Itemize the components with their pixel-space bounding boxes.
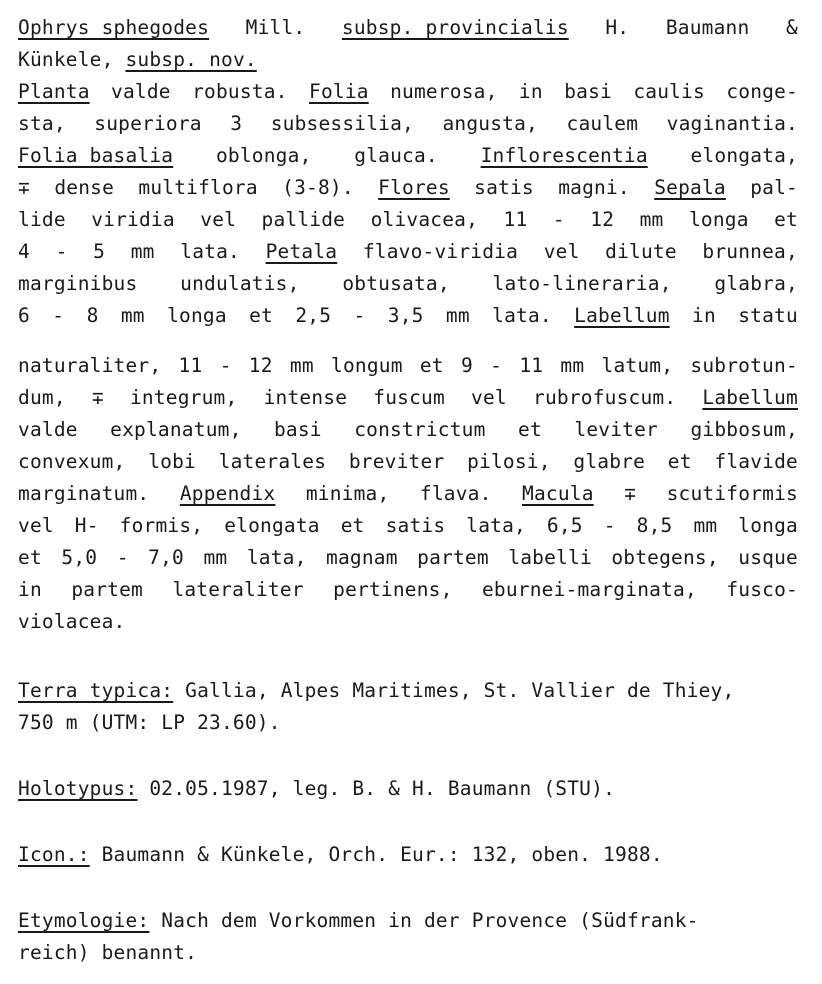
word: obtegens, (611, 546, 719, 569)
word: - (55, 240, 68, 263)
word: caulis (633, 80, 705, 103)
word: convexum, (18, 450, 126, 473)
word: - (603, 514, 616, 537)
term-macula: Macula (522, 482, 594, 505)
word: in (18, 578, 42, 601)
word: magnam (326, 546, 398, 569)
term-labellum: Labellum (574, 304, 670, 327)
diagnosis-line-3 (18, 76, 798, 108)
word: lateraliter (172, 578, 304, 601)
term-sepala: Sepala (654, 176, 726, 199)
icon-reference-text: Baumann & Künkele, Orch. Eur.: 132, oben. 1988. (89, 843, 663, 866)
word: scutiformis (666, 482, 798, 505)
icon-reference-line (18, 839, 798, 871)
word: H. (605, 16, 630, 39)
terra-typica-altitude: 750 m (UTM: LP 23.60). (18, 711, 281, 734)
word: vel (543, 240, 580, 263)
word: elongata, (690, 144, 798, 167)
word: pilosi, (467, 450, 551, 473)
species-author: Mill. (245, 16, 306, 39)
diagnosis-line-14 (18, 446, 798, 478)
etymologie-label: Etymologie: (18, 909, 150, 932)
word: 7,0 (148, 546, 184, 569)
word: leviter (574, 418, 658, 441)
diagnosis-line-2 (18, 44, 798, 76)
word: 6 (18, 304, 30, 327)
etymologie-text: Nach dem Vorkommen in der Provence (Südfrank- (149, 909, 699, 932)
terra-typica-line (18, 675, 798, 707)
diagnosis-line-8 (18, 236, 798, 268)
diagnosis-line-13 (18, 414, 798, 446)
word: vel (471, 386, 507, 409)
word: latum, (601, 354, 674, 377)
word: flava. (419, 482, 492, 505)
diagnosis-line-4 (18, 108, 798, 140)
word: partem (417, 546, 489, 569)
word: mm (203, 546, 228, 569)
term-folia-basalia: Folia basalia (18, 144, 174, 167)
word: vel (18, 514, 54, 537)
word: lobi (148, 450, 196, 473)
diagnosis-line-6 (18, 172, 798, 204)
word: & (786, 16, 798, 39)
word: integrum, (129, 386, 238, 409)
word: mm (693, 514, 718, 537)
word: 2,5 (295, 304, 332, 327)
word: fusco- (726, 578, 798, 601)
word: undulatis, (180, 272, 300, 295)
word: 8 (86, 304, 99, 327)
word: mm (445, 304, 470, 327)
term-planta: Planta (18, 80, 90, 103)
word: vel (200, 208, 237, 231)
diagnosis-line-19 (18, 606, 798, 638)
word: lata. (180, 240, 240, 263)
term-folia: Folia (309, 80, 369, 103)
word: 3,5 (387, 304, 424, 327)
word: 12 (248, 354, 273, 377)
term-flores: Flores (378, 176, 450, 199)
word: magni. (558, 176, 630, 199)
word: robusta. (192, 80, 288, 103)
word: valde (111, 80, 171, 103)
word: - (116, 546, 129, 569)
word: dense (54, 176, 115, 199)
word: multiflora (138, 176, 258, 199)
word: flavide (714, 450, 798, 473)
word: et (419, 354, 444, 377)
word: 5,0 (61, 546, 98, 569)
word: vaginantia. (666, 112, 798, 135)
word: et (518, 418, 542, 441)
word: lata, (246, 546, 307, 569)
word: (3-8). (282, 176, 354, 199)
word: glabre (573, 450, 646, 473)
word: et (340, 514, 365, 537)
word: basi (273, 418, 322, 441)
word: 11 (503, 208, 528, 231)
word: - (52, 304, 65, 327)
word: et (774, 208, 798, 231)
word: pertinens, (333, 578, 453, 601)
diagnosis-line-16 (18, 510, 798, 542)
word: glabra, (714, 272, 798, 295)
diagnosis-line-1 (18, 12, 798, 44)
word: fuscum (373, 386, 445, 409)
word: 11 (178, 354, 203, 377)
word: 9 (460, 354, 473, 377)
word: lata. (492, 304, 552, 327)
diagnosis-line-18 (18, 574, 798, 606)
word: longa (738, 514, 798, 537)
word: sta, (18, 112, 66, 135)
word: satis (474, 176, 534, 199)
terra-typica-line-2 (18, 707, 798, 739)
word: Baumann (665, 16, 750, 39)
word: - (552, 208, 565, 231)
word: marginatum. (18, 482, 150, 505)
word: H- (74, 514, 99, 537)
word: et (18, 546, 42, 569)
word: rubrofuscum. (533, 386, 677, 409)
word: 12 (590, 208, 615, 231)
word: in (518, 80, 543, 103)
word: dum, (18, 386, 66, 409)
terra-typica-text: Gallia, Alpes Maritimes, St. Vallier de Thiey, (173, 679, 735, 702)
term-inflorescentia: Inflorescentia (480, 144, 648, 167)
word: 11 (519, 354, 544, 377)
word: brunnea, (702, 240, 798, 263)
word: caulem (566, 112, 639, 135)
diagnosis-line-10 (18, 300, 798, 332)
word: explanatum, (110, 418, 242, 441)
word: subsessilia, (270, 112, 414, 135)
word: et (667, 450, 692, 473)
word: minima, (305, 482, 390, 505)
word: in (692, 304, 716, 327)
word: olivacea, (370, 208, 479, 231)
word: valde (18, 418, 78, 441)
word: labelli (508, 546, 592, 569)
word: eburnei-marginata, (481, 578, 697, 601)
word: mm (130, 240, 155, 263)
word: formis, (119, 514, 204, 537)
term-appendix: Appendix (179, 482, 276, 505)
word: et (249, 304, 273, 327)
species-name: Ophrys sphegodes (18, 16, 210, 39)
word: statu (738, 304, 798, 327)
word: 8,5 (636, 514, 673, 537)
holotypus-text: 02.05.1987, leg. B. & H. Baumann (STU). (137, 777, 616, 800)
word: numerosa, (390, 80, 498, 103)
subspecies-name: subsp. provincialis (341, 16, 569, 39)
diagnosis-line-11 (18, 350, 798, 382)
word: lide (18, 208, 66, 231)
word: lata, (466, 514, 526, 537)
word: - (219, 354, 232, 377)
diagnosis-line-9 (18, 268, 798, 300)
word: basi (564, 80, 612, 103)
word: mm (639, 208, 664, 231)
word: - (490, 354, 503, 377)
word: pallide (261, 208, 346, 231)
word: usque (738, 546, 798, 569)
word: laterales (218, 450, 327, 473)
term-petala: Petala (265, 240, 338, 263)
word: ∓ (624, 482, 637, 505)
word: 6,5 (546, 514, 583, 537)
word: subrotun- (690, 354, 798, 377)
word: violacea. (18, 610, 126, 633)
author-name: Künkele, (18, 48, 114, 71)
holotypus-line (18, 773, 798, 805)
word: ∓ (91, 386, 104, 409)
word: conge- (726, 80, 798, 103)
word: viridia (91, 208, 175, 231)
diagnosis-line-5 (18, 140, 798, 172)
word: obtusata, (342, 272, 450, 295)
diagnosis-line-17 (18, 542, 798, 574)
word: 3 (230, 112, 243, 135)
word: 4 (18, 240, 30, 263)
diagnosis-line-15 (18, 478, 798, 510)
word: intense (263, 386, 348, 409)
word: dilute (605, 240, 677, 263)
word: ∓ (18, 176, 30, 199)
word: longum (331, 354, 403, 377)
word: glauca. (354, 144, 438, 167)
word: 5 (93, 240, 106, 263)
etymologie-line-2 (18, 937, 798, 969)
word: marginibus (18, 272, 138, 295)
etymologie-line (18, 905, 798, 937)
diagnosis-line-12 (18, 382, 798, 414)
term-labellum: Labellum (702, 386, 798, 409)
word: mm (560, 354, 585, 377)
holotypus-label: Holotypus: (18, 777, 138, 800)
word: lato-lineraria, (492, 272, 672, 295)
word: partem (71, 578, 143, 601)
word: gibbosum, (690, 418, 798, 441)
word: longa (688, 208, 749, 231)
terra-typica-label: Terra typica: (18, 679, 174, 702)
word: - (353, 304, 366, 327)
word: naturaliter, (18, 354, 162, 377)
word: pal- (750, 176, 798, 199)
word: superiora (94, 112, 202, 135)
word: satis (385, 514, 446, 537)
word: constrictum (354, 418, 486, 441)
word: breviter (348, 450, 445, 473)
word: oblonga, (215, 144, 312, 167)
subsp-nov-label: subsp. nov. (125, 48, 257, 71)
word: angusta, (442, 112, 538, 135)
etymologie-text-2: reich) benannt. (18, 941, 198, 964)
word: elongata (224, 514, 320, 537)
word: mm (120, 304, 145, 327)
diagnosis-line-7 (18, 204, 798, 236)
word: flavo-viridia (362, 240, 519, 263)
word: mm (289, 354, 314, 377)
icon-reference-label: Icon.: (18, 843, 90, 866)
word: longa (167, 304, 227, 327)
